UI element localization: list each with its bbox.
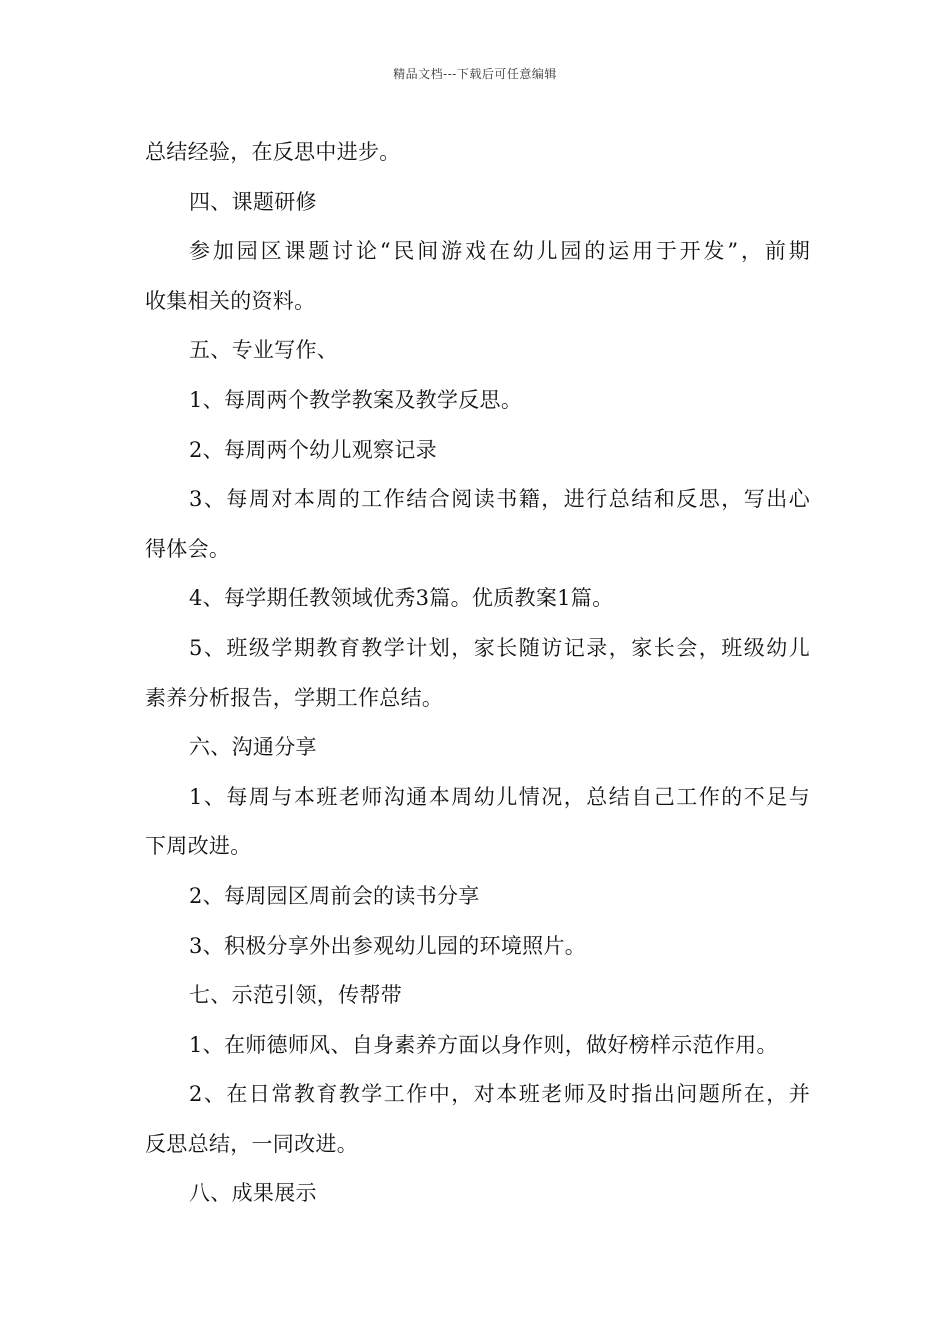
- text-line: 1、在师德师风、自身素养方面以身作则，做好榜样示范作用。: [189, 1032, 778, 1057]
- text-line: 2、每周两个幼儿观察记录: [189, 437, 437, 462]
- text-line: 2、在日常教育教学工作中，对本班老师及时指出问题所在，并: [189, 1082, 810, 1107]
- text-line: 下周改进。: [145, 834, 252, 859]
- text-line: 1、每周两个教学教案及教学反思。: [189, 387, 523, 412]
- text-line: 收集相关的资料。: [145, 288, 316, 313]
- text-line: 5、班级学期教育教学计划，家长随访记录，家长会，班级幼儿: [189, 635, 810, 660]
- page-header: 精品文档---下载后可任意编辑: [393, 67, 557, 81]
- text-line: 4、每学期任教领域优秀3篇。优质教案1篇。: [189, 586, 614, 611]
- text-line: 2、每周园区周前会的读书分享: [189, 883, 480, 908]
- text-line: 八、成果展示: [189, 1181, 317, 1206]
- text-line: 素养分析报告，学期工作总结。: [145, 685, 444, 710]
- text-line: 得体会。: [145, 536, 231, 561]
- text-line: 3、积极分享外出参观幼儿园的环境照片。: [189, 933, 587, 958]
- text-line: 反思总结，一同改进。: [145, 1131, 358, 1156]
- text-line: 1、每周与本班老师沟通本周幼儿情况，总结自己工作的不足与: [189, 784, 810, 809]
- text-line: 四、课题研修: [189, 189, 317, 214]
- text-line: 总结经验，在反思中进步。: [145, 140, 401, 164]
- text-line: 六、沟通分享: [189, 735, 317, 760]
- text-line: 七、示范引领，传帮带: [189, 983, 402, 1008]
- document-body: [145, 128, 810, 1219]
- text-line: 3、每周对本周的工作结合阅读书籍，进行总结和反思，写出心: [189, 487, 810, 512]
- text-line: 参加园区课题讨论“民间游戏在幼儿园的运用于开发”，前期: [189, 239, 810, 264]
- text-line: 五、专业写作、: [189, 338, 339, 363]
